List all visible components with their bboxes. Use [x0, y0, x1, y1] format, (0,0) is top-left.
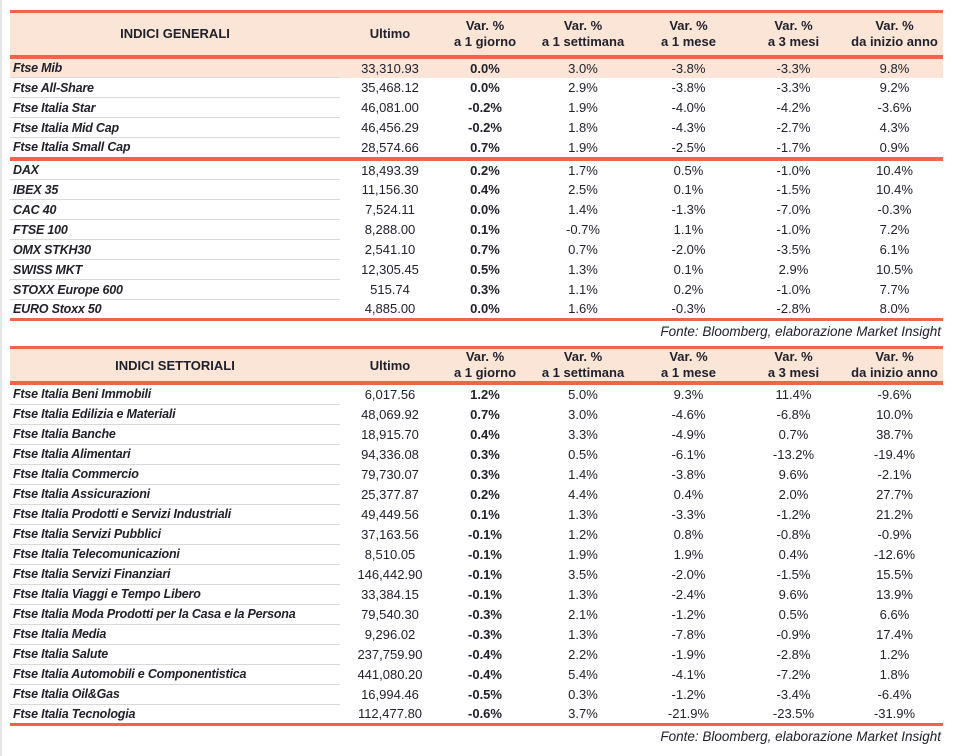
index-name: CAC 40 — [10, 200, 340, 220]
var-1-month: -4.0% — [671, 100, 706, 115]
header-row — [10, 348, 943, 383]
last-value: 237,759.90 — [357, 646, 423, 662]
var-3-months: -1.0% — [776, 282, 811, 297]
var-1-week: 1.3% — [568, 626, 598, 642]
column-header-var — [741, 348, 846, 383]
index-name: Ftse Italia Star — [10, 98, 340, 118]
index-name: Ftse Italia Oil&Gas — [10, 684, 340, 704]
column-header-line2: a 1 giorno — [453, 33, 517, 49]
column-header-line1: Var. % — [875, 17, 914, 33]
var-1-week: 3.0% — [568, 406, 598, 422]
var-1-month: 9.3% — [673, 387, 704, 402]
column-header-line2: a 1 settimana — [541, 365, 625, 380]
var-3-months: -1.0% — [776, 222, 811, 237]
index-name: Ftse Italia Commercio — [10, 464, 340, 484]
var-1-week: 0.3% — [568, 686, 598, 702]
var-1-month: -6.1% — [671, 446, 706, 462]
var-3-months: -1.5% — [776, 566, 811, 582]
table-row — [10, 484, 943, 504]
index-name: Ftse Italia Beni Immobili — [10, 384, 340, 404]
table-row — [10, 604, 943, 624]
sector-table-header — [10, 348, 943, 383]
index-name: Ftse Italia Servizi Pubblici — [10, 524, 340, 544]
table-row — [10, 180, 943, 200]
var-1-day: -0.2% — [468, 120, 502, 135]
var-1-week: 5.4% — [568, 666, 598, 682]
general-table-title: INDICI GENERALI — [10, 12, 340, 56]
var-1-month: 0.1% — [673, 182, 704, 197]
var-ytd: 1.8% — [879, 666, 910, 682]
last-value: 79,730.07 — [361, 466, 419, 482]
var-1-day: 0.3% — [470, 446, 500, 462]
index-name: FTSE 100 — [10, 220, 340, 240]
table-row — [10, 384, 943, 404]
column-header-line1: Var. % — [875, 349, 914, 364]
last-value: 37,163.56 — [361, 526, 419, 542]
var-1-week: 1.6% — [568, 301, 598, 317]
var-1-day: -0.1% — [468, 526, 502, 542]
column-header-line2: a 3 mesi — [767, 33, 820, 49]
table-row — [10, 240, 943, 260]
var-3-months: -2.8% — [776, 646, 811, 662]
table-row — [10, 118, 943, 138]
column-header-line1: Var. % — [774, 349, 813, 364]
var-1-month: -1.2% — [671, 606, 706, 622]
last-value: 9,296.02 — [364, 626, 416, 642]
table-row — [10, 200, 943, 220]
var-1-week: 5.0% — [568, 387, 598, 402]
var-1-month: 1.9% — [673, 546, 704, 562]
header-row — [10, 12, 943, 56]
index-name: Ftse Italia Edilizia e Materiali — [10, 404, 340, 424]
var-1-month: -21.9% — [667, 705, 710, 721]
var-1-month: 0.4% — [673, 486, 704, 502]
var-1-week: 3.7% — [568, 705, 598, 721]
var-3-months: -3.4% — [776, 686, 811, 702]
var-ytd: 27.7% — [876, 486, 913, 502]
column-header-line2: a 1 giorno — [453, 365, 517, 380]
var-1-day: 0.7% — [470, 139, 500, 155]
var-1-week: 4.4% — [568, 486, 598, 502]
var-3-months: -0.8% — [776, 526, 811, 542]
var-1-day: 0.5% — [470, 262, 500, 277]
column-header-var — [741, 12, 846, 56]
column-header-line1: Var. % — [563, 349, 603, 364]
column-header-var — [530, 348, 636, 383]
last-value: 18,915.70 — [361, 426, 419, 442]
var-ytd: -2.1% — [877, 466, 912, 482]
last-value: 28,574.66 — [361, 139, 419, 155]
table-row — [10, 220, 943, 240]
index-name: STOXX Europe 600 — [10, 280, 340, 300]
var-3-months: 9.6% — [778, 586, 809, 602]
var-1-week: 3.3% — [568, 426, 598, 442]
column-header-ultimo: Ultimo — [340, 12, 440, 56]
source-note: Fonte: Bloomberg, elaborazione Market Insight — [660, 728, 941, 744]
table-row — [10, 300, 943, 320]
var-ytd: 6.1% — [879, 242, 910, 257]
column-header-ultimo: Ultimo — [340, 348, 440, 383]
var-1-month: -2.0% — [671, 566, 706, 582]
var-ytd: -6.4% — [877, 686, 912, 702]
var-1-day: 0.7% — [470, 406, 500, 422]
var-1-month: -7.8% — [671, 626, 706, 642]
index-name: EURO Stoxx 50 — [10, 300, 340, 320]
var-ytd: -9.6% — [877, 387, 912, 402]
index-name: Ftse Italia Automobili e Componentistica — [10, 664, 340, 684]
var-1-week: 3.5% — [568, 566, 598, 582]
var-ytd: 10.0% — [876, 406, 913, 422]
column-header-var — [846, 348, 943, 383]
var-3-months: -3.3% — [776, 80, 811, 95]
var-1-month: 0.8% — [673, 526, 704, 542]
var-3-months: -1.7% — [776, 139, 811, 155]
table-row — [10, 280, 943, 300]
var-1-month: 1.1% — [673, 222, 704, 237]
last-value: 35,468.12 — [361, 80, 419, 95]
var-1-week: 1.9% — [568, 100, 598, 115]
table-row — [10, 404, 943, 424]
international-indices-group — [10, 160, 943, 320]
column-header-line1: Var. % — [465, 349, 505, 364]
index-name: Ftse Italia Servizi Finanziari — [10, 564, 340, 584]
var-ytd: 17.4% — [876, 626, 913, 642]
var-3-months: -7.0% — [776, 202, 811, 217]
last-value: 16,994.46 — [361, 686, 419, 702]
var-1-month: -3.8% — [671, 80, 706, 95]
table-row — [10, 704, 943, 724]
last-value: 112,477.80 — [357, 705, 423, 721]
column-header-line2: a 1 mese — [661, 365, 716, 380]
sector-indices-group — [10, 384, 943, 724]
last-value: 46,456.29 — [361, 120, 419, 135]
column-header-var — [530, 12, 636, 56]
var-ytd: 15.5% — [876, 566, 913, 582]
sector-indices-table — [10, 346, 943, 726]
index-name: Ftse Mib — [10, 58, 340, 78]
var-ytd: -12.6% — [873, 546, 916, 562]
column-header-line2: a 1 mese — [661, 33, 716, 49]
var-3-months: -7.2% — [776, 666, 811, 682]
var-3-months: 2.0% — [778, 486, 809, 502]
table-row — [10, 584, 943, 604]
last-value: 49,449.56 — [361, 506, 419, 522]
table-row — [10, 78, 943, 98]
var-1-day: 0.0% — [470, 301, 500, 317]
var-1-day: -0.3% — [468, 606, 502, 622]
index-name: DAX — [10, 160, 340, 180]
index-name: Ftse Italia Small Cap — [10, 138, 340, 158]
var-3-months: 11.4% — [775, 387, 812, 402]
var-3-months: 0.7% — [778, 426, 809, 442]
var-1-week: 1.2% — [568, 526, 598, 542]
var-1-month: -3.8% — [636, 58, 741, 78]
var-ytd: -0.9% — [877, 526, 912, 542]
var-1-month: 0.1% — [673, 262, 704, 277]
var-1-week: 1.3% — [568, 586, 598, 602]
last-value: 4,885.00 — [364, 301, 416, 317]
last-value: 515.74 — [370, 282, 410, 297]
var-3-months: 0.4% — [778, 546, 809, 562]
table-row — [10, 424, 943, 444]
var-1-week: 1.8% — [568, 120, 598, 135]
var-1-week: 1.4% — [568, 466, 598, 482]
var-1-month: -3.3% — [671, 506, 706, 522]
var-3-months: -2.8% — [776, 301, 811, 317]
table-row — [10, 664, 943, 684]
column-header-line2: da inizio anno — [851, 33, 938, 49]
column-header-line1: Var. % — [774, 17, 813, 33]
index-name: Ftse Italia Media — [10, 624, 340, 644]
var-3-months: -23.5% — [772, 705, 815, 721]
var-1-week: 1.1% — [568, 282, 598, 297]
var-3-months: -1.5% — [776, 182, 811, 197]
var-1-month: -2.4% — [671, 586, 706, 602]
last-value: 8,510.05 — [364, 546, 416, 562]
var-1-week: 2.5% — [568, 182, 598, 197]
var-1-month: -1.9% — [671, 646, 706, 662]
last-value: 48,069.92 — [361, 406, 419, 422]
var-1-day: -0.4% — [468, 646, 502, 662]
var-1-month: -2.0% — [671, 242, 706, 257]
index-name: Ftse Italia Salute — [10, 644, 340, 664]
var-3-months: -1.2% — [776, 506, 811, 522]
var-3-months: 0.5% — [778, 606, 809, 622]
last-value: 33,310.93 — [340, 58, 440, 78]
last-value: 12,305.45 — [361, 262, 419, 277]
var-1-month: -3.8% — [671, 466, 706, 482]
table-row — [10, 160, 943, 180]
index-name: Ftse Italia Banche — [10, 424, 340, 444]
var-ytd: 6.6% — [879, 606, 910, 622]
column-header-line1: Var. % — [563, 17, 603, 33]
table-row — [10, 464, 943, 484]
var-ytd: 10.4% — [876, 182, 913, 197]
last-value: 441,080.20 — [357, 666, 423, 682]
table-row — [10, 644, 943, 664]
var-1-month: 0.5% — [673, 162, 704, 178]
var-1-month: -4.9% — [671, 426, 706, 442]
last-value: 94,336.08 — [361, 446, 419, 462]
var-3-months: -3.5% — [776, 242, 811, 257]
var-ytd: 13.9% — [876, 586, 913, 602]
var-ytd: 10.5% — [876, 262, 913, 277]
index-name: Ftse Italia Prodotti e Servizi Industriali — [10, 504, 340, 524]
var-1-day: 0.4% — [470, 426, 500, 442]
index-name: OMX STKH30 — [10, 240, 340, 260]
var-ytd: 4.3% — [879, 120, 910, 135]
last-value: 33,384.15 — [361, 586, 419, 602]
var-1-week: 2.1% — [568, 606, 598, 622]
var-1-day: 0.2% — [470, 486, 500, 502]
var-3-months: 9.6% — [778, 466, 809, 482]
last-value: 18,493.39 — [361, 162, 419, 178]
source-note: Fonte: Bloomberg, elaborazione Market Insight — [660, 324, 941, 339]
table-row — [10, 58, 943, 78]
var-1-day: 0.3% — [470, 466, 500, 482]
var-ytd: -19.4% — [873, 446, 916, 462]
var-ytd: 38.7% — [876, 426, 913, 442]
italian-indices-group — [10, 58, 943, 158]
index-name: Ftse Italia Assicurazioni — [10, 484, 340, 504]
var-1-month: -4.1% — [671, 666, 706, 682]
column-header-var — [636, 348, 741, 383]
last-value: 46,081.00 — [361, 100, 419, 115]
column-header-line2: da inizio anno — [851, 365, 938, 380]
var-1-week: 2.9% — [568, 80, 598, 95]
sector-table-title: INDICI SETTORIALI — [10, 348, 340, 383]
var-ytd: 9.2% — [879, 80, 910, 95]
var-ytd: 7.2% — [879, 222, 910, 237]
var-1-month: -0.3% — [671, 301, 706, 317]
index-name: IBEX 35 — [10, 180, 340, 200]
var-1-day: -0.1% — [468, 566, 502, 582]
var-1-day: -0.5% — [468, 686, 502, 702]
var-1-week: 2.2% — [568, 646, 598, 662]
var-1-month: -4.3% — [671, 120, 706, 135]
table-row — [10, 544, 943, 564]
var-1-day: 0.0% — [470, 202, 500, 217]
var-1-month: -1.3% — [671, 202, 706, 217]
var-ytd: 9.8% — [846, 58, 943, 78]
var-1-week: 1.3% — [568, 262, 598, 277]
var-1-week: 1.7% — [568, 162, 598, 178]
var-1-day: 0.1% — [470, 506, 500, 522]
var-1-week: 0.7% — [568, 242, 598, 257]
var-3-months: -3.3% — [741, 58, 846, 78]
var-1-day: -0.1% — [468, 586, 502, 602]
last-value: 2,541.10 — [364, 242, 416, 257]
var-ytd: 10.4% — [876, 162, 913, 178]
table-row — [10, 504, 943, 524]
var-1-month: -2.5% — [671, 139, 706, 155]
index-name: Ftse All-Share — [10, 78, 340, 98]
var-ytd: 21.2% — [876, 506, 913, 522]
var-3-months: -6.8% — [776, 406, 811, 422]
var-ytd: 7.7% — [879, 282, 910, 297]
column-header-line1: Var. % — [465, 17, 505, 33]
last-value: 146,442.90 — [357, 566, 423, 582]
var-1-week: 1.9% — [568, 546, 598, 562]
last-value: 8,288.00 — [364, 222, 416, 237]
var-1-month: -4.6% — [671, 406, 706, 422]
var-1-week: 3.0% — [530, 58, 636, 78]
index-name: Ftse Italia Moda Prodotti per la Casa e la Persona — [10, 604, 340, 624]
table-row — [10, 138, 943, 158]
table-row — [10, 564, 943, 584]
var-3-months: -2.7% — [776, 120, 811, 135]
var-1-day: -0.6% — [468, 705, 502, 721]
var-1-day: 0.0% — [440, 58, 530, 78]
index-name: SWISS MKT — [10, 260, 340, 280]
index-name: Ftse Italia Viaggi e Tempo Libero — [10, 584, 340, 604]
var-1-day: 0.0% — [470, 80, 500, 95]
last-value: 25,377.87 — [361, 486, 419, 502]
var-3-months: 2.9% — [778, 262, 809, 277]
var-ytd: -31.9% — [873, 705, 916, 721]
var-ytd: 0.9% — [879, 139, 910, 155]
table-row — [10, 524, 943, 544]
table-row — [10, 98, 943, 118]
index-name: Ftse Italia Alimentari — [10, 444, 340, 464]
column-header-var — [440, 12, 530, 56]
var-1-week: 0.5% — [568, 446, 598, 462]
table-row — [10, 684, 943, 704]
var-1-day: -0.2% — [468, 100, 502, 115]
var-1-month: -1.2% — [671, 686, 706, 702]
var-1-day: -0.4% — [468, 666, 502, 682]
var-1-day: 0.1% — [470, 222, 500, 237]
var-ytd: -0.3% — [877, 202, 912, 217]
column-header-line2: a 1 settimana — [541, 33, 625, 49]
var-ytd: -3.6% — [877, 100, 912, 115]
var-1-month: 0.2% — [673, 282, 704, 297]
var-1-week: 1.9% — [568, 139, 598, 155]
table-row — [10, 260, 943, 280]
last-value: 7,524.11 — [365, 202, 415, 217]
last-value: 11,156.30 — [361, 182, 419, 197]
table-row — [10, 444, 943, 464]
var-1-day: -0.3% — [468, 626, 502, 642]
var-3-months: -13.2% — [772, 446, 815, 462]
general-indices-table — [10, 10, 943, 321]
column-header-var — [846, 12, 943, 56]
index-name: Ftse Italia Telecomunicazioni — [10, 544, 340, 564]
column-header-var — [440, 348, 530, 383]
var-1-day: 0.7% — [470, 242, 500, 257]
column-header-line1: Var. % — [669, 17, 708, 33]
var-1-day: -0.1% — [468, 546, 502, 562]
index-name: Ftse Italia Tecnologia — [10, 704, 340, 724]
var-3-months: -4.2% — [776, 100, 811, 115]
var-ytd: 1.2% — [879, 646, 910, 662]
var-1-day: 0.3% — [470, 282, 500, 297]
report-page — [2, 0, 953, 749]
var-1-week: -0.7% — [566, 222, 600, 237]
index-name: Ftse Italia Mid Cap — [10, 118, 340, 138]
var-1-week: 1.3% — [568, 506, 598, 522]
var-1-week: 1.4% — [568, 202, 598, 217]
table-row — [10, 624, 943, 644]
var-1-day: 1.2% — [470, 387, 500, 402]
var-1-day: 0.2% — [470, 162, 500, 178]
column-header-line1: Var. % — [669, 349, 708, 364]
var-1-day: 0.4% — [470, 182, 500, 197]
last-value: 6,017.56 — [364, 387, 416, 402]
general-table-header — [10, 12, 943, 56]
column-header-var — [636, 12, 741, 56]
var-3-months: -0.9% — [776, 626, 811, 642]
var-3-months: -1.0% — [776, 162, 811, 178]
var-ytd: 8.0% — [879, 301, 910, 317]
last-value: 79,540.30 — [361, 606, 419, 622]
column-header-line2: a 3 mesi — [767, 365, 820, 380]
